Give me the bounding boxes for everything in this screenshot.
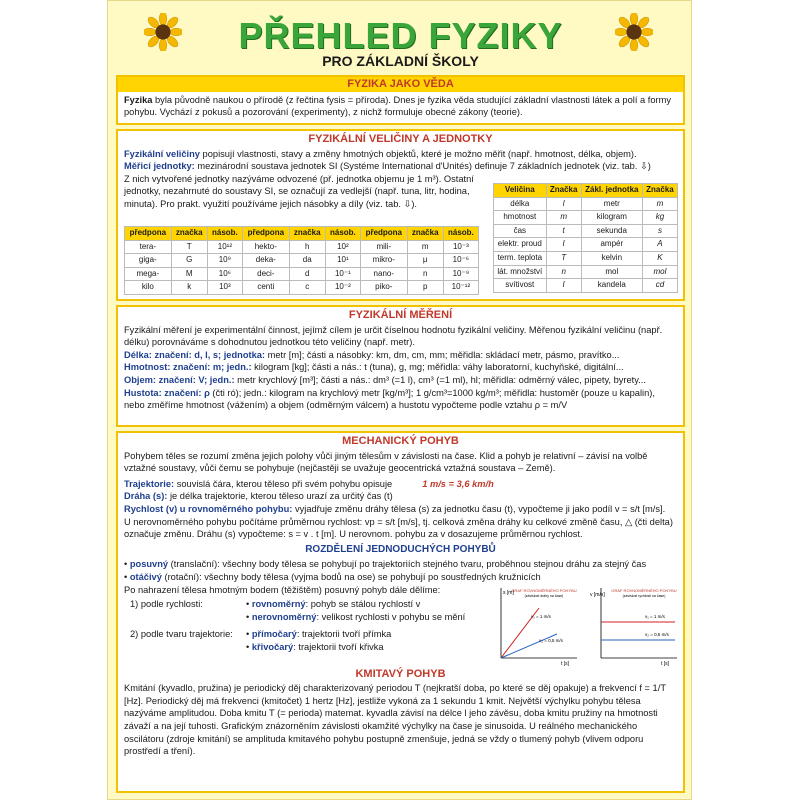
table-cell: centi — [242, 281, 289, 295]
table-cell: deci- — [242, 267, 289, 281]
list-item: • posuvný (translační): všechny body tělesa se pohybují po trajektoriích stejného tvaru, proběhnou stejnou dráhu za stejný čas — [124, 559, 647, 570]
series-label-v1: v₁ = 1 m/s — [531, 613, 551, 619]
section-text: Fyzika byla původně naukou o přírodě (z řečtina fysis = příroda). Dnes je fyzika věda studující základní vlastnosti látek a polí a formy pohybu. Vychází z pokusů a pozorování (experimenty), z nichž formuluje obecné zákony (teorie). — [124, 94, 671, 118]
table-cell: t — [546, 224, 581, 238]
section-text: Fyzikální měření je experimentální činnost, jejímž cílem je určit číselnou hodnotu fyzikální veličiny. Měřenou fyzikální veličinu (např. délku) porovnáváme s dohodnutou jednotkou této veličiny (např. metr). — [124, 324, 663, 348]
distance-time-graph — [489, 584, 579, 666]
y-axis-label: v [m/s] — [590, 591, 605, 598]
table-header: značka — [407, 227, 443, 241]
section-text: Rychlost (v) u rovnoměrného pohybu: vyjadřuje změnu dráhy tělesa (s) za jednotku času (t), vypočteme ji jako podíl v = s/t [m/s]. — [124, 503, 666, 514]
graph-subtitle: (závislost dráhy na čase) — [524, 593, 564, 598]
table-cell: mega- — [125, 267, 172, 281]
table-cell: I — [546, 279, 581, 293]
table-cell: kg — [642, 211, 677, 225]
list-item: • přímočarý: trajektorii tvoří přímka — [246, 628, 392, 639]
section-text: Měřicí jednotky: mezinárodní soustava jednotek SI (Systéme International d'Unités) definuje 7 základních jednotek (viz. tab. ⇩) — [124, 161, 651, 172]
table-cell: A — [642, 238, 677, 252]
table-cell: p — [407, 281, 443, 295]
page-subtitle: PRO ZÁKLADNÍ ŠKOLY — [322, 53, 479, 69]
table-cell: k — [171, 281, 207, 295]
list-item: • nerovnoměrný: velikost rychlosti v pohybu se mění — [246, 611, 466, 622]
table-cell: mikro- — [360, 254, 407, 268]
section-text: Pohybem těles se rozumí změna jejich polohy vůči jiným tělesům v závislosti na čase. Klid a pohyb je relativní – závisí na volbě vztažné soustavy, vůči čemu se pohybuje (nejčastěji se uvažuje geocentrická vztažná soustava – Země). — [124, 450, 648, 474]
table-row — [494, 265, 678, 279]
table-cell: mol — [642, 265, 677, 279]
table-cell: mol — [581, 265, 642, 279]
si-units-table — [493, 183, 678, 293]
table-cell: kelvin — [581, 251, 642, 265]
subsection-heading: KMITAVÝ POHYB — [355, 667, 446, 680]
table-row — [125, 267, 479, 281]
list-item: • křivočarý: trajektorii tvoří křivka — [246, 641, 384, 652]
table-row — [494, 251, 678, 265]
table-header: násob. — [443, 227, 478, 241]
table-header: předpona — [125, 227, 172, 241]
section-text: Fyzikální veličiny popisují vlastnosti, stavy a změny hmotných objektů, které je možno měřit (např. hmotnost, délka, objem). — [124, 148, 637, 159]
table-row — [494, 279, 678, 293]
table-cell: lát. množství — [494, 265, 547, 279]
section-text: Hustota: značení: ρ (čti ró); jedn.: kilogram na krychlový metr [kg/m³]; 1 g/cm³=1000 kg/m³; měřidla: hustoměr (pouze u kapalin), nebo změříme hmotnost (vážením) a objem (odměrným válcem) a hustotu vypočteme podle vztahu ρ = m/V — [124, 387, 655, 411]
table-header: Veličina — [494, 184, 547, 198]
section-text: Hmotnost: značení: m; jedn.: kilogram [kg]; části a nás.: t (tuna), g, mg; měřidla: váhy laboratorní, kuchyňské, digitální... — [124, 362, 624, 373]
table-row — [125, 281, 479, 295]
table-cell: da — [289, 254, 325, 268]
table-cell: kilo — [125, 281, 172, 295]
table-cell: T — [171, 240, 207, 254]
table-cell: čas — [494, 224, 547, 238]
graph-title: GRAF ROVNOMĚRNÉHO POHYBU — [611, 587, 677, 593]
table-cell: n — [546, 265, 581, 279]
table-cell: M — [171, 267, 207, 281]
motion-division — [124, 584, 677, 666]
section-heading: MECHANICKÝ POHYB — [342, 435, 459, 447]
table-cell: μ — [407, 254, 443, 268]
table-header: Značka — [642, 184, 677, 198]
table-cell: cd — [642, 279, 677, 293]
list-item: • otáčivý (rotační): všechny body tělesa (vyjma bodů na ose) se pohybují po soustředných kružnicích — [124, 571, 541, 582]
section-mechanical-motion — [116, 431, 685, 793]
table-cell: I — [546, 238, 581, 252]
table-cell: 10¹² — [207, 240, 242, 254]
section-measurement — [116, 305, 685, 427]
velocity-time-graph — [589, 584, 679, 666]
table-cell: sekunda — [581, 224, 642, 238]
table-cell: T — [546, 251, 581, 265]
table-cell: 10³ — [207, 281, 242, 295]
table-cell: G — [171, 254, 207, 268]
table-cell: 10⁻¹ — [325, 267, 360, 281]
table-cell: mili- — [360, 240, 407, 254]
table-cell: tera- — [125, 240, 172, 254]
table-cell: délka — [494, 197, 547, 211]
section-heading: FYZIKÁLNÍ MĚŘENÍ — [348, 309, 453, 321]
table-cell: m — [407, 240, 443, 254]
table-row — [125, 254, 479, 268]
table-cell: term. teplota — [494, 251, 547, 265]
section-heading: FYZIKÁLNÍ VELIČINY A JEDNOTKY — [308, 133, 493, 145]
series-label-v1: v₁ = 1 m/s — [645, 613, 665, 619]
table-cell: c — [289, 281, 325, 295]
table-cell: ampér — [581, 238, 642, 252]
table-cell: deka- — [242, 254, 289, 268]
table-cell: kilogram — [581, 211, 642, 225]
table-cell: n — [407, 267, 443, 281]
table-cell: 10⁻⁶ — [443, 254, 478, 268]
division-label: 2) podle tvaru trajektorie: — [130, 628, 233, 639]
table-cell: h — [289, 240, 325, 254]
table-cell: elektr. proud — [494, 238, 547, 252]
table-row — [125, 240, 479, 254]
table-cell: 10⁻⁹ — [443, 267, 478, 281]
table-header: předpona — [360, 227, 407, 241]
table-cell: nano- — [360, 267, 407, 281]
x-axis-label: t [s] — [661, 660, 670, 666]
table-cell: hekto- — [242, 240, 289, 254]
table-cell: 10⁹ — [207, 254, 242, 268]
section-text: Délka: značení: d, l, s; jednotka: metr [m]; části a násobky: km, dm, cm, mm; měřidla: skládací metr, pásmo, pravítko... — [124, 349, 620, 360]
prefix-table — [124, 226, 479, 295]
table-cell: l — [546, 197, 581, 211]
table-cell: hmotnost — [494, 211, 547, 225]
table-cell: 10⁻¹² — [443, 281, 478, 295]
table-cell: K — [642, 251, 677, 265]
table-row — [494, 224, 678, 238]
section-quantities-units — [116, 129, 685, 301]
table-cell: d — [289, 267, 325, 281]
table-cell: s — [642, 224, 677, 238]
table-header: značka — [171, 227, 207, 241]
table-header: násob. — [207, 227, 242, 241]
section-text: Dráha (s): je délka trajektorie, kterou těleso urazí za určitý čas (t) — [124, 491, 393, 502]
table-cell: m — [642, 197, 677, 211]
table-row — [494, 211, 678, 225]
graph-subtitle: (závislost rychlosti na čase) — [622, 593, 666, 598]
division-label: 1) podle rychlosti: — [130, 598, 203, 609]
table-cell: kandela — [581, 279, 642, 293]
series-label-v2: v₂ = 0,5 m/s — [645, 631, 669, 637]
table-header: předpona — [242, 227, 289, 241]
table-cell: 10⁶ — [207, 267, 242, 281]
conversion-formula: 1 m/s = 3,6 km/h — [422, 478, 494, 489]
table-cell: 10¹ — [325, 254, 360, 268]
table-cell: giga- — [125, 254, 172, 268]
section-text: Trajektorie: souvislá čára, kterou těleso při svém pohybu opisuje 1 m/s = 3,6 km/h — [124, 478, 494, 489]
section-text: Po nahrazení tělesa hmotným bodem (těžištěm) posuvný pohyb dále dělíme: — [124, 584, 441, 595]
section-text: Z nich vytvořené jednotky nazýváme odvozené (př. jednotka objemu je 1 m³). Ostatní jednotky, nezahrnuté do soustavy SI, se označují za vedlejší (např. tuna, litr, hodina, minuta). Pro prakt. využití používáme jejich násobky a díly (viz. tab. ⇩). — [124, 173, 474, 209]
graph-title: GRAF ROVNOMĚRNÉHO POHYBU — [511, 587, 577, 593]
section-physics-as-science — [116, 75, 685, 125]
table-cell: 10⁻² — [325, 281, 360, 295]
table-cell: metr — [581, 197, 642, 211]
table-row — [494, 197, 678, 211]
section-text: U nerovnoměrného pohybu počítáme průměrnou rychlost: vp = s/t [m/s], tj. celková změna dráhy ku celkové změně času, △ (čti delta) označuje změnu. Dráhu (s) vypočteme: s = v . t [m]. U nerovnom. pohybu za v dosazujeme průměrnou rychlost. — [124, 516, 673, 540]
section-text: Kmitání (kyvadlo, pružina) je periodický děj charakterizovaný periodou T (nejkratší doba, po které se děj opakuje) a frekvencí f = 1/T [Hz]. Periodický děj má frekvenci (kmitočet) 1 hertz [Hz], jestliže vykoná za 1 sekundu 1 kmit. Největší výchylku pohybu tělesa nazýváme amplitudou. Doba kmitu T (= perioda) matemat. kyvadla závisí na délce l jeho závěsu, doba kmitu pružiny na hmotnosti závaží a na její tuhosti. Grafickým znázorněním závislosti okamžité výchylky na čase je sinusoida. U reálného mechanického oscilátoru (zdroje kmitání) se amplituda kmitavého pohybu postupně zmenšuje, jedná se vždy o tlumený pohyb (vlivem odporu prostředí a tření). — [124, 683, 666, 757]
table-cell: m — [546, 211, 581, 225]
table-row — [494, 238, 678, 252]
table-header: Zákl. jednotka — [581, 184, 642, 198]
table-cell: piko- — [360, 281, 407, 295]
page-title: PŘEHLED FYZIKY — [238, 15, 563, 56]
section-heading: FYZIKA JAKO VĚDA — [118, 77, 683, 92]
table-header: Značka — [546, 184, 581, 198]
y-axis-label: s [m] — [503, 589, 514, 596]
table-cell: 10⁻³ — [443, 240, 478, 254]
x-axis-label: t [s] — [561, 660, 570, 666]
series-label-v2: v₂ = 0,5 m/s — [539, 637, 563, 643]
table-cell: svítivost — [494, 279, 547, 293]
section-text: Objem: značení: V; jedn.: metr krychlový [m³]; části a nás.: dm³ (=1 l), cm³ (=1 ml), hl; měřidla: odměrný válec, pipety, byrety... — [124, 374, 646, 385]
subsection-heading: ROZDĚLENÍ JEDNODUCHÝCH POHYBŮ — [305, 543, 496, 555]
table-header: značka — [289, 227, 325, 241]
table-cell: 10² — [325, 240, 360, 254]
list-item: • rovnoměrný: pohyb se stálou rychlostí v — [246, 598, 421, 609]
table-header: násob. — [325, 227, 360, 241]
physics-overview-sheet — [107, 0, 692, 800]
